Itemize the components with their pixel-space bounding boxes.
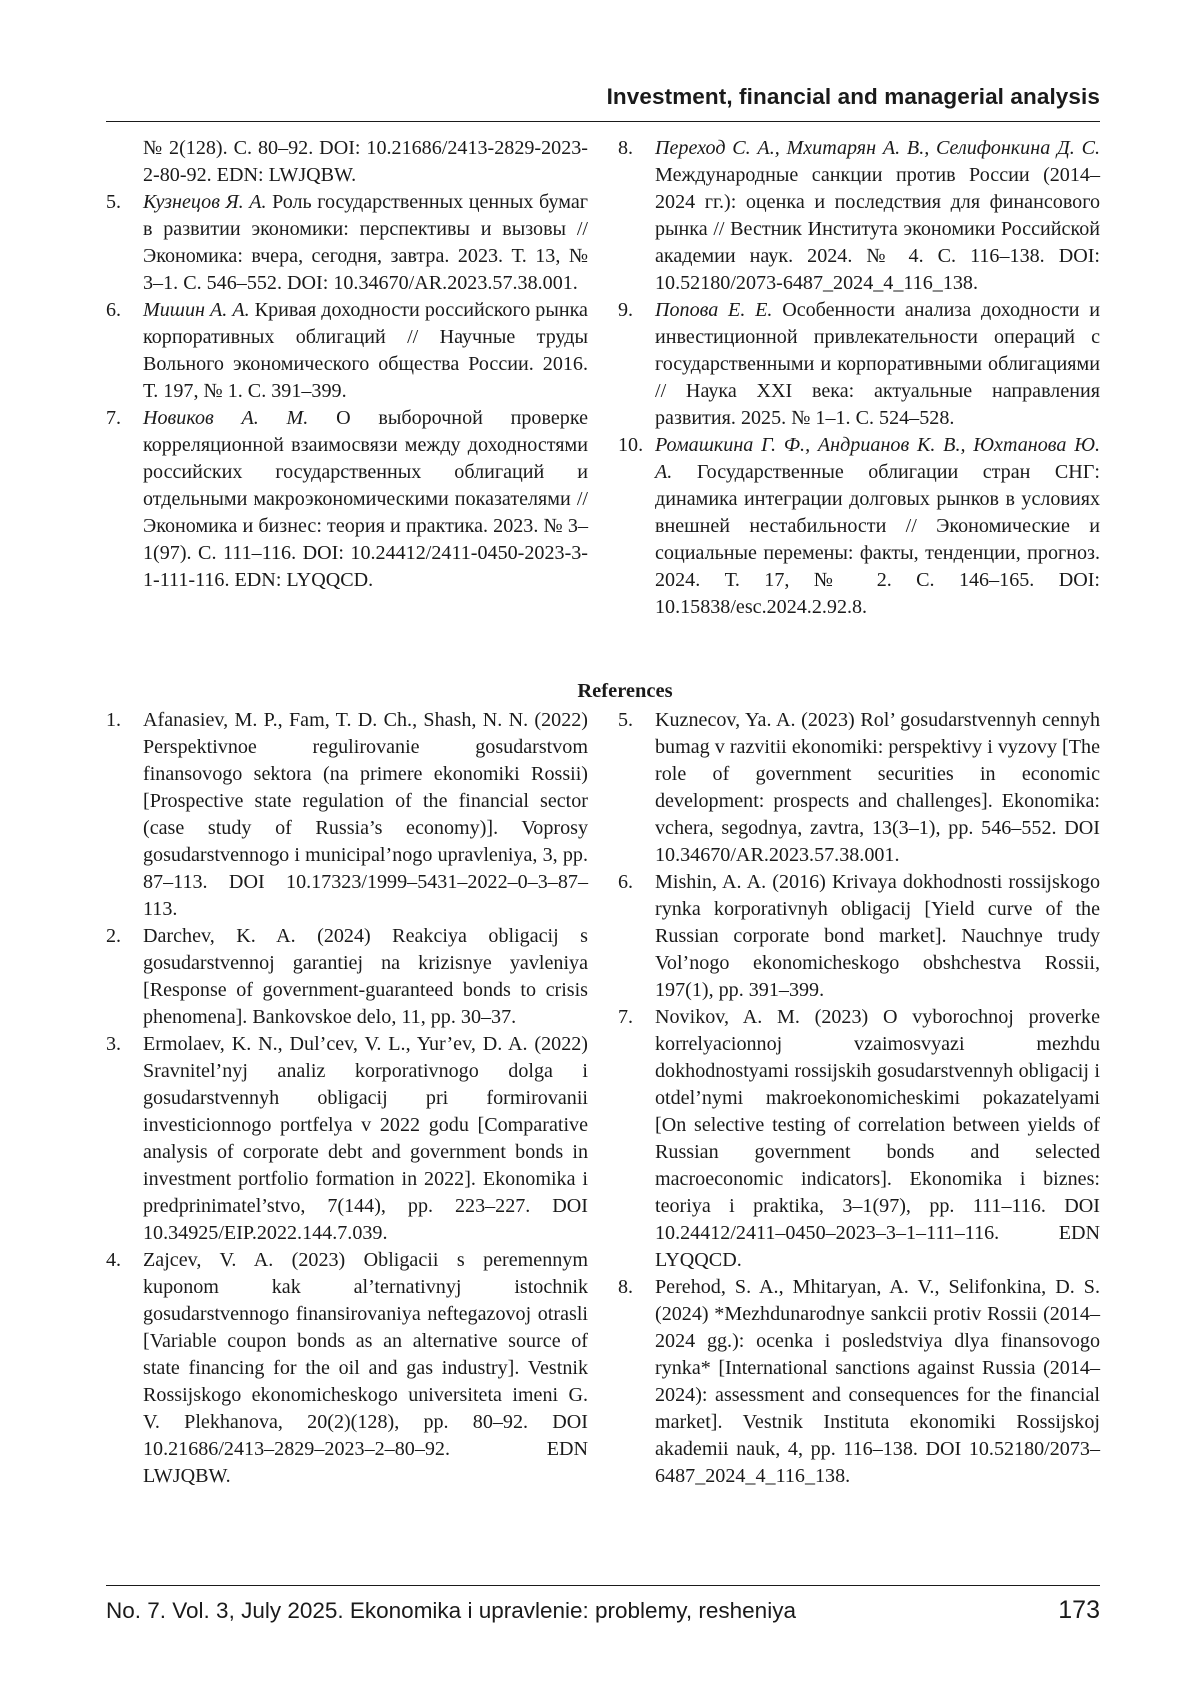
reference-text: Zajcev, V. A. (2023) Obligacii s peremennym kuponom kak al’ternativnyj istochnik gosudarstvennogo finansirovaniya neftegazovoj otrasli [Variable coupon bonds as an alternative source of state financing for the oil and gas industry]. Vestnik Rossijskogo ekonomicheskogo universiteta imeni G. V. Plekhanova, 20(2)(128), pp. 80–92. DOI 10.21686/2413–2829–2023–2–80–92. EDN LWJQBW. bbox=[143, 1249, 588, 1487]
reference-text: Роль государственных ценных бумаг в развитии экономики: перспективы и вызовы // Экономика: вчера, сегодня, завтра. 2023. Т. 13, № 3–1. С. 546–552. DOI: 10.34670/AR.2023.57.38.001. bbox=[143, 191, 588, 294]
reference-continuation: № 2(128). С. 80–92. DOI: 10.21686/2413-2829-2023-2-80-92. EDN: LWJQBW. bbox=[143, 137, 588, 186]
reference-number: 5. bbox=[618, 709, 634, 731]
reference-item bbox=[618, 1004, 1100, 1274]
references-left bbox=[106, 707, 588, 1490]
reference-number: 3. bbox=[106, 1033, 122, 1055]
russian-references-right bbox=[618, 135, 1100, 621]
reference-body bbox=[655, 432, 1100, 621]
reference-text: Perehod, S. A., Mhitaryan, A. V., Selifonkina, D. S. (2024) *Mezhdunarodnye sankcii protiv Rossii (2014–2024 gg.): ocenka i posledstviya dlya finansovogo rynka* [International sanctions against Russia (2014–2024): assessment and consequences for the financial market]. Vestnik Instituta ekonomiki Rossijskoj akademii nauk, 4, pp. 116–138. DOI 10.52180/2073–6487_2024_4_116_138. bbox=[655, 1276, 1100, 1487]
reference-text: Особенности анализа доходности и инвестиционной привлекательности операций с государственными и корпоративными облигациями // Наука XXI века: актуальные направления развития. 2025. № 1–1. С. 524–528. bbox=[655, 299, 1100, 429]
reference-author: Переход С. А., Мхитарян А. В., Селифонкина Д. С. bbox=[655, 137, 1100, 159]
reference-item bbox=[106, 923, 588, 1031]
references-right bbox=[618, 707, 1100, 1490]
reference-number: 6. bbox=[106, 299, 122, 321]
reference-author: Попова Е. Е. bbox=[655, 299, 773, 321]
reference-item bbox=[106, 1031, 588, 1247]
reference-author: Новиков А. М. bbox=[143, 407, 309, 429]
reference-number: 9. bbox=[618, 299, 634, 321]
reference-number: 6. bbox=[618, 871, 634, 893]
reference-number: 7. bbox=[106, 407, 122, 429]
reference-text: Afanasiev, M. P., Fam, T. D. Ch., Shash, N. N. (2022) Perspektivnoe regulirovanie gosudarstvom finansovogo sektora (na primere ekonomiki Rossii) [Prospective state regulation of the financial sector (case study of Russia’s economy)]. Voprosy gosudarstvennogo i municipal’nogo upravleniya, 3, pp. 87–113. DOI 10.17323/1999–5431–2022–0–3–87–113. bbox=[143, 709, 588, 920]
reference-item bbox=[106, 405, 588, 594]
reference-author: Кузнецов Я. А. bbox=[143, 191, 267, 213]
reference-item bbox=[618, 432, 1100, 621]
reference-number: 10. bbox=[618, 434, 644, 456]
reference-number: 4. bbox=[106, 1249, 122, 1271]
reference-number: 8. bbox=[618, 137, 634, 159]
journal-footer: No. 7. Vol. 3, July 2025. Ekonomika i upravlenie: problemy, resheniya bbox=[106, 1598, 796, 1623]
reference-number: 8. bbox=[618, 1276, 634, 1298]
reference-item bbox=[618, 297, 1100, 432]
reference-body bbox=[143, 189, 588, 297]
russian-references-left bbox=[106, 135, 588, 594]
reference-number: 7. bbox=[618, 1006, 634, 1028]
footer-rule bbox=[106, 1585, 1100, 1586]
reference-body bbox=[143, 405, 588, 594]
reference-number: 1. bbox=[106, 709, 122, 731]
header-rule bbox=[106, 121, 1100, 122]
reference-text: Международные санкции против России (2014–2024 гг.): оценка и последствия для финансового рынка // Вестник Института экономики Российской академии наук. 2024. № 4. С. 116–138. DOI: 10.52180/2073-6487_2024_4_116_138. bbox=[655, 164, 1100, 294]
reference-item bbox=[106, 1247, 588, 1490]
reference-body bbox=[655, 297, 1100, 432]
reference-number: 2. bbox=[106, 925, 122, 947]
reference-author: Ромашкина Г. Ф., Андрианов К. В., Юхтанова Ю. А. bbox=[655, 434, 1100, 483]
reference-item bbox=[618, 869, 1100, 1004]
reference-item bbox=[106, 707, 588, 923]
reference-item bbox=[618, 135, 1100, 297]
reference-item bbox=[618, 707, 1100, 869]
reference-item bbox=[106, 189, 588, 297]
reference-text: Ermolaev, K. N., Dul’cev, V. L., Yur’ev, D. A. (2022) Sravnitel’nyj analiz korporativnogo dolga i gosudarstvennyh obligacij pri formirovanii investicionnogo portfelya v 2022 godu [Comparative analysis of corporate debt and government bonds in investment portfolio formation in 2022]. Ekonomika i predprinimatel’stvo, 7(144), pp. 223–227. DOI 10.34925/EIP.2022.144.7.039. bbox=[143, 1033, 588, 1244]
reference-body bbox=[655, 135, 1100, 297]
reference-text: Государственные облигации стран СНГ: динамика интеграции долговых рынков в условиях внешней нестабильности // Экономические и социальные перемены: факты, тенденции, прогноз. 2024. Т. 17, № 2. С. 146–165. DOI: 10.15838/esc.2024.2.92.8. bbox=[655, 461, 1100, 618]
reference-number: 5. bbox=[106, 191, 122, 213]
reference-item bbox=[618, 1274, 1100, 1490]
page-number: 173 bbox=[1058, 1596, 1100, 1624]
reference-item bbox=[106, 297, 588, 405]
reference-author: Мишин А. А. bbox=[143, 299, 250, 321]
reference-text: Mishin, A. A. (2016) Krivaya dokhodnosti rossijskogo rynka korporativnyh obligacij [Yield curve of the Russian corporate bond market]. Nauchnye trudy Vol’nogo ekonomicheskogo obshchestva Rossii, 197(1), pp. 391–399. bbox=[655, 871, 1100, 1001]
reference-text: О выборочной проверке корреляционной взаимосвязи между доходностями российских государственных облигаций и отдельными макроэкономическими показателями // Экономика и бизнес: теория и практика. 2023. № 3–1(97). С. 111–116. DOI: 10.24412/2411-0450-2023-3-1-111-116. EDN: LYQQCD. bbox=[143, 407, 588, 591]
reference-text: Кривая доходности российского рынка корпоративных облигаций // Научные труды Вольного экономического общества России. 2016. Т. 197, № 1. С. 391–399. bbox=[143, 299, 588, 402]
references-heading: References bbox=[577, 680, 673, 702]
reference-body bbox=[143, 297, 588, 405]
reference-text: Novikov, A. M. (2023) O vyborochnoj proverke korrelyacionnoj vzaimosvyazi mezhdu dokhodnostyami rossijskih gosudarstvennyh obligacij i otdel’nymi makroekonomicheskimi pokazatelyami [On selective testing of correlation between yields of Russian government bonds and selected macroeconomic indicators]. Ekonomika i biznes: teoriya i praktika, 3–1(97), pp. 111–116. DOI 10.24412/2411–0450–2023–3–1–111–116. EDN LYQQCD. bbox=[655, 1006, 1100, 1271]
running-header: Investment, financial and managerial analysis bbox=[606, 84, 1100, 109]
reference-text: Kuznecov, Ya. A. (2023) Rol’ gosudarstvennyh cennyh bumag v razvitii ekonomiki: perspektivy i vyzovy [The role of government securities in economic development: prospects and challenges]. Ekonomika: vchera, segodnya, zavtra, 13(3–1), pp. 546–552. DOI 10.34670/AR.2023.57.38.001. bbox=[655, 709, 1100, 866]
reference-text: Darchev, K. A. (2024) Reakciya obligacij s gosudarstvennoj garantiej na krizisnye yavleniya [Response of government-guaranteed bonds to crisis phenomena]. Bankovskoe delo, 11, pp. 30–37. bbox=[143, 925, 588, 1028]
